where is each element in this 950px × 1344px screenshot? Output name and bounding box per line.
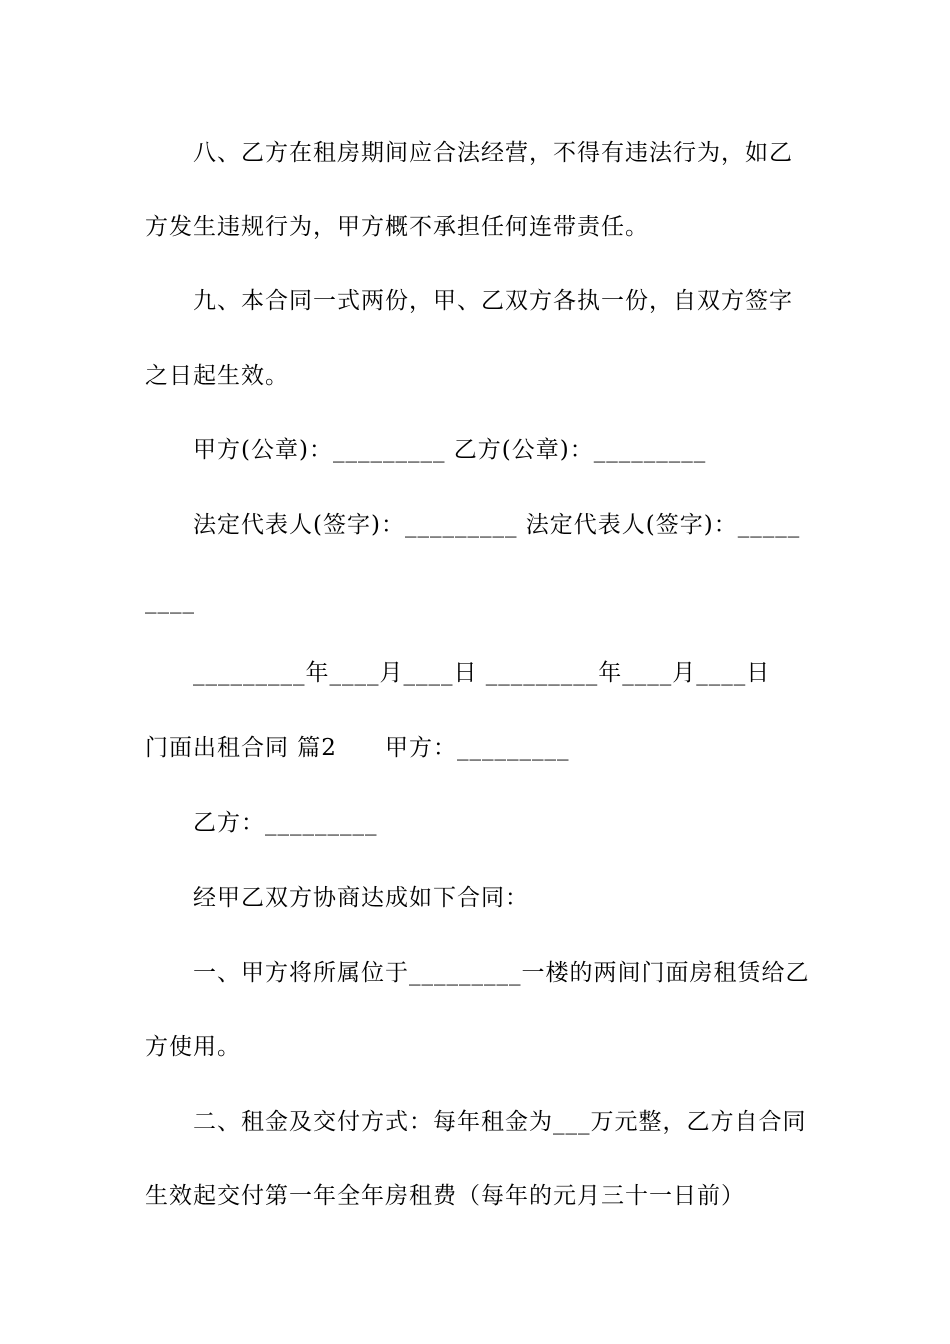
party-seal-line: 甲方(公章)：_________ 乙方(公章)：_________ [193, 437, 707, 463]
clause-8-line-2: 方发生违规行为，甲方概不承担任何连带责任。 [145, 214, 649, 240]
clause-9-line-2: 之日起生效。 [145, 363, 289, 389]
legal-representative-line: 法定代表人(签字)：_________ 法定代表人(签字)：_____ [193, 512, 801, 538]
clause-2-line-2: 生效起交付第一年全年房租费（每年的元月三十一日前） [145, 1183, 745, 1209]
date-line: _________年____月____日 _________年____月____日 [193, 660, 771, 686]
contract-2-heading-line: 门面出租合同 篇2 甲方：_________ [145, 735, 570, 761]
agreement-intro-line: 经甲乙双方协商达成如下合同： [193, 885, 529, 911]
legal-representative-line-continued: ____ [145, 588, 195, 614]
clause-1-line-1: 一、甲方将所属位于_________一楼的两间门面房租赁给乙 [193, 960, 810, 986]
party-b-line: 乙方：_________ [193, 810, 378, 836]
clause-1-line-2: 方使用。 [145, 1034, 241, 1060]
clause-9-line-1: 九、本合同一式两份，甲、乙双方各执一份，自双方签字 [193, 288, 793, 314]
clause-2-line-1: 二、租金及交付方式：每年租金为___万元整，乙方自合同 [193, 1109, 807, 1135]
clause-8-line-1: 八、乙方在租房期间应合法经营，不得有违法行为，如乙 [193, 140, 793, 166]
